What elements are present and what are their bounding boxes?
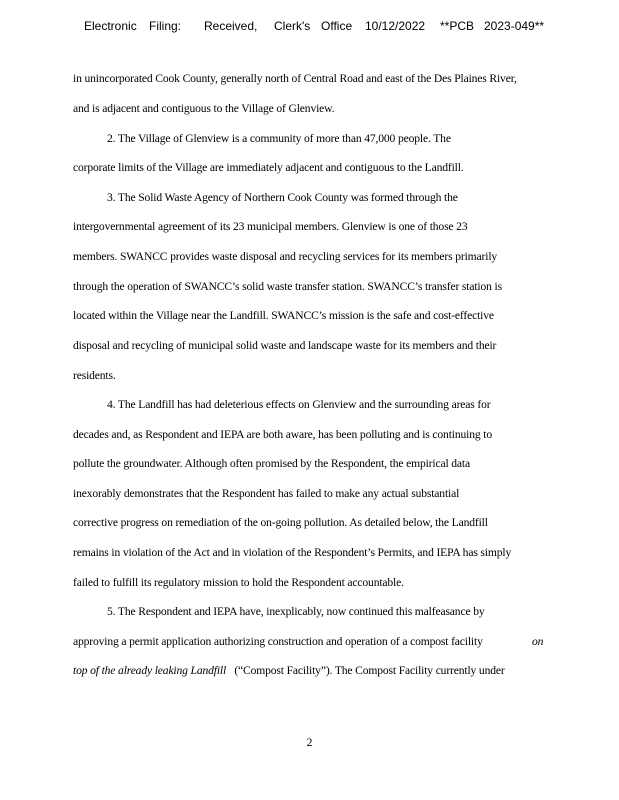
header-word: Clerk's [274,19,311,33]
body-line: failed to fulfill its regulatory mission to hold the Respondent accountable. [73,576,404,589]
header-word: Received, [204,19,258,33]
paragraph-3-start: 3. The Solid Waste Agency of Northern Cook County was formed through the [107,191,458,204]
header-word: 2023-049** [484,19,545,33]
header-word: Electronic [84,19,137,33]
header-word: **PCB [440,19,475,33]
body-line: pollute the groundwater. Although often promised by the Respondent, the empirical data [73,457,470,470]
body-line [73,664,505,677]
body-line: located within the Village near the Landfill. SWANCC’s mission is the safe and cost-effective [73,309,494,322]
paragraph-4-start: 4. The Landfill has had deleterious effects on Glenview and the surrounding areas for [107,398,491,411]
body-line: in unincorporated Cook County, generally north of Central Road and east of the Des Plaines River, [73,72,517,85]
body-line-rest: (“Compost Facility”). The Compost Facility currently under [234,664,505,677]
body-line: approving a permit application authorizing construction and operation of a compost facility [73,635,483,648]
body-line: inexorably demonstrates that the Respondent has failed to make any actual substantial [73,487,460,500]
italic-word-on: on [532,635,544,648]
body-line: corporate limits of the Village are immediately adjacent and contiguous to the Landfill. [73,161,464,174]
header-word: Filing: [149,19,182,33]
italic-phrase: top of the already leaking Landfill [73,664,227,677]
body-line: through the operation of SWANCC’s solid waste transfer station. SWANCC’s transfer station is [73,280,502,293]
body-line: and is adjacent and contiguous to the Village of Glenview. [73,102,335,115]
paragraph-5-start: 5. The Respondent and IEPA have, inexplicably, now continued this malfeasance by [107,605,485,618]
body-line: intergovernmental agreement of its 23 municipal members. Glenview is one of those 23 [73,220,468,233]
body-line: disposal and recycling of municipal solid waste and landscape waste for its members and their [73,339,497,352]
body-line: residents. [73,369,116,382]
filing-stamp-header [84,19,544,33]
body-line: decades and, as Respondent and IEPA are both aware, has been polluting and is continuing to [73,428,492,441]
header-word: 10/12/2022 [365,19,426,33]
body-line: remains in violation of the Act and in violation of the Respondent’s Permits, and IEPA has simply [73,546,512,559]
header-word: Office [321,19,353,33]
paragraph-2-start: 2. The Village of Glenview is a community of more than 47,000 people. The [107,132,451,145]
page-number: 2 [306,736,313,749]
body-line: members. SWANCC provides waste disposal and recycling services for its members primarily [73,250,498,263]
body-line: corrective progress on remediation of the on-going pollution. As detailed below, the Landfill [73,516,488,529]
